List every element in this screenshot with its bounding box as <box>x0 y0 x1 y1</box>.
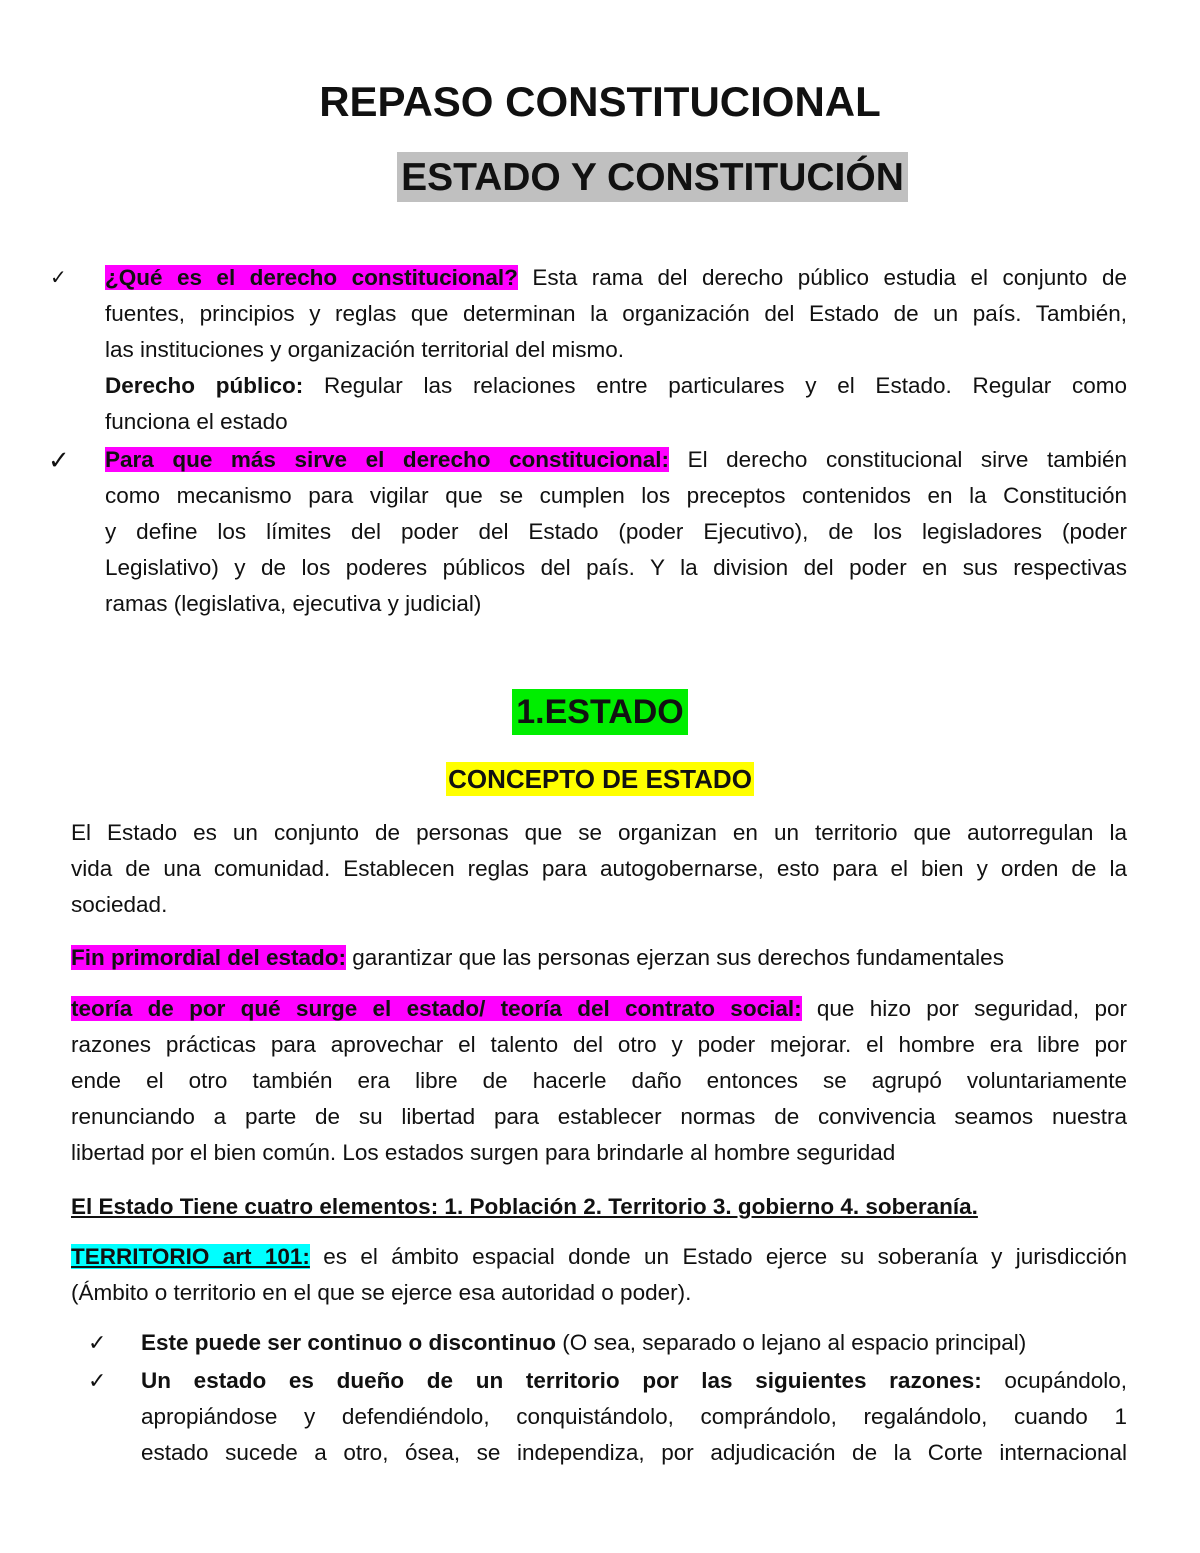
territorio-line-1 <box>71 1239 1127 1275</box>
check-icon: ✓ <box>88 1330 107 1355</box>
q1-line-2: fuentes, principios y reglas que determinan la organización del Estado de un país. También, <box>105 301 1127 326</box>
territorio-text-1: es el ámbito espacial donde un Estado ejerce su soberanía y jurisdicción <box>309 1244 1128 1269</box>
q1-line-5: funciona el estado <box>105 409 288 434</box>
q1-paragraph <box>105 260 1127 440</box>
q1-line-3: las instituciones y organización territorial del mismo. <box>105 337 624 362</box>
teoria-text-1: que hizo por seguridad, por <box>801 996 1127 1021</box>
teoria-label: teoría de por qué surge el estado/ teoría del contrato social: <box>71 996 802 1021</box>
concepto-line-3: sociedad. <box>71 892 168 917</box>
section-heading: 1.ESTADO <box>512 689 688 735</box>
fin-paragraph <box>71 940 1127 976</box>
bullet-2-text-1: ocupándolo, <box>981 1368 1128 1393</box>
check-icon: ✓ <box>88 1368 107 1393</box>
bullet-2-line-1 <box>141 1363 1127 1399</box>
teoria-line-3: ende el otro también era libre de hacerle daño entonces se agrupó voluntariamente <box>71 1068 1127 1093</box>
fin-label: Fin primordial del estado: <box>71 945 347 970</box>
bullet-1-text: (O sea, separado o lejano al espacio principal) <box>556 1330 1027 1355</box>
q2-text-1: El derecho constitucional sirve también <box>669 447 1127 472</box>
q2-line-2: como mecanismo para vigilar que se cumplen los preceptos contenidos en la Constitución <box>105 483 1127 508</box>
q2-line-5: ramas (legislativa, ejecutiva y judicial) <box>105 591 482 616</box>
q1-label: ¿Qué es el derecho constitucional? <box>105 265 518 290</box>
elementos-line: El Estado Tiene cuatro elementos: 1. Población 2. Territorio 3. gobierno 4. soberanía. <box>71 1194 978 1219</box>
q2-label: Para que más sirve el derecho constitucional: <box>105 447 670 472</box>
document-subtitle: ESTADO Y CONSTITUCIÓN <box>397 152 908 202</box>
q1-line-4 <box>105 368 1127 404</box>
fin-line <box>71 940 1127 976</box>
subtitle-wrapper <box>0 152 1200 202</box>
document-title: REPASO CONSTITUCIONAL <box>319 78 881 125</box>
teoria-line-1 <box>71 991 1127 1027</box>
territorio-paragraph <box>71 1239 1127 1311</box>
q2-paragraph <box>105 442 1127 622</box>
bullet-1-bold: Este puede ser continuo o discontinuo <box>141 1330 557 1355</box>
q1-text-1: Esta rama del derecho público estudia el conjunto de <box>517 265 1127 290</box>
elementos-paragraph <box>71 1189 1127 1225</box>
bullet-1 <box>141 1325 1127 1361</box>
bullet-1-line <box>141 1325 1127 1361</box>
derecho-publico-label: Derecho público: <box>105 373 304 398</box>
section-heading-wrapper <box>0 688 1200 736</box>
check-icon: ✓ <box>50 267 67 289</box>
territorio-label: TERRITORIO art 101: <box>71 1244 310 1269</box>
bullet-2-line-2: apropiándose y defendiéndolo, conquistándolo, comprándolo, regalándolo, cuando 1 <box>141 1404 1127 1429</box>
territorio-line-2: (Ámbito o territorio en el que se ejerce esa autoridad o poder). <box>71 1280 692 1305</box>
concepto-line-1: El Estado es un conjunto de personas que se organizan en un territorio que autorregulan la <box>71 820 1127 845</box>
bullet-2-line-3: estado sucede a otro, ósea, se independiza, por adjudicación de la Corte internacional <box>141 1440 1127 1465</box>
q2-line-4: Legislativo) y de los poderes públicos del país. Y la division del poder en sus respectivas <box>105 555 1127 580</box>
teoria-line-5: libertad por el bien común. Los estados surgen para brindarle al hombre seguridad <box>71 1140 896 1165</box>
q1-text-4: Regular las relaciones entre particulares y el Estado. Regular como <box>303 373 1127 398</box>
concepto-line-2: vida de una comunidad. Establecen reglas para autogobernarse, esto para el bien y orden de la <box>71 856 1127 881</box>
teoria-line-4: renunciando a parte de su libertad para establecer normas de convivencia seamos nuestra <box>71 1104 1127 1129</box>
teoria-line-2: razones prácticas para aprovechar el talento del otro y poder mejorar. el hombre era libre por <box>71 1032 1127 1057</box>
concepto-heading: CONCEPTO DE ESTADO <box>448 764 752 794</box>
q2-line-1 <box>105 442 1127 478</box>
concepto-heading-wrapper <box>0 760 1200 798</box>
teoria-paragraph <box>71 991 1127 1171</box>
fin-text: garantizar que las personas ejerzan sus derechos fundamentales <box>346 945 1004 970</box>
bullet-2-bold: Un estado es dueño de un territorio por las siguientes razones: <box>141 1368 982 1393</box>
q2-line-3: y define los límites del poder del Estado (poder Ejecutivo), de los legisladores (poder <box>105 519 1127 544</box>
q1-line-1 <box>105 260 1127 296</box>
concepto-paragraph <box>71 815 1127 923</box>
bullet-2 <box>141 1363 1127 1471</box>
check-icon: ✓ <box>48 445 70 475</box>
